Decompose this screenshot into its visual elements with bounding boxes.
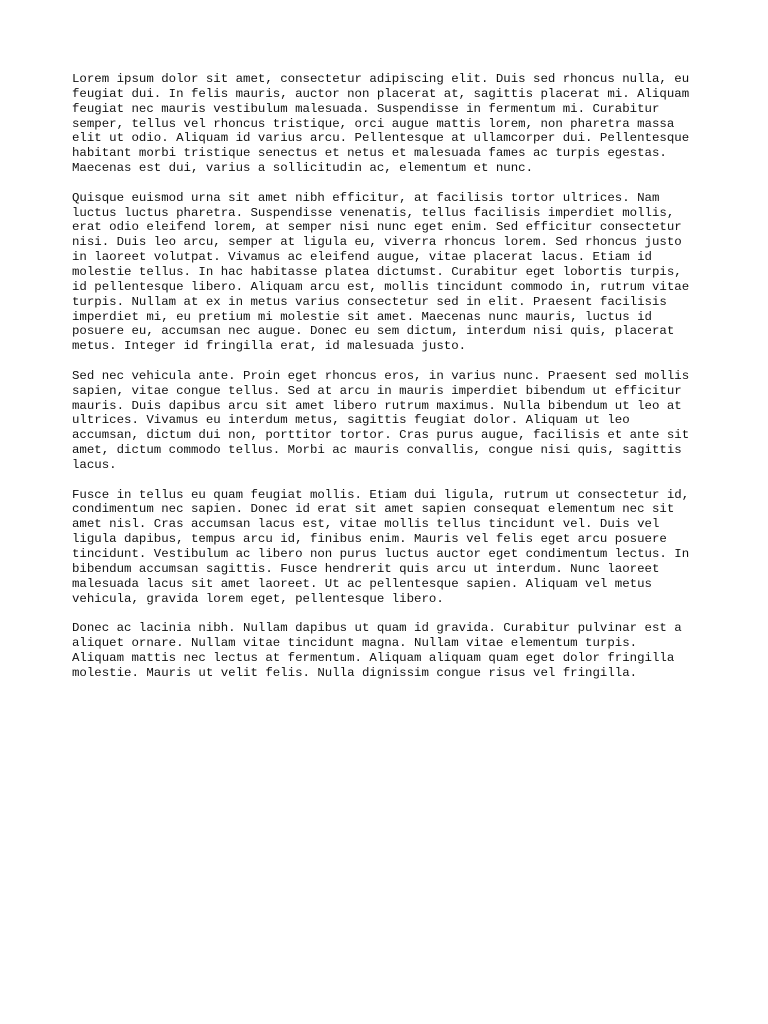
paragraph-5: Donec ac lacinia nibh. Nullam dapibus ut quam id gravida. Curabitur pulvinar est a aliquet ornare. Nullam vitae tincidunt magna. Nullam vitae elementum turpis. Aliquam mattis nec lectus at fermentum. Aliquam aliquam quam eget dolor fringilla molestie. Mauris ut velit felis. Nulla dignissim congue risus vel fringilla.: [72, 621, 682, 680]
paragraph-1: Lorem ipsum dolor sit amet, consectetur adipiscing elit. Duis sed rhoncus nulla, eu feugiat dui. In felis mauris, auctor non placerat at, sagittis placerat mi. Aliquam feugiat nec mauris vestibulum malesuada. Suspendisse in fermentum mi. Curabitur semper, tellus vel rhoncus tristique, orci augue mattis lorem, non pharetra massa elit ut odio. Aliquam id varius arcu. Pellentesque at ullamcorper dui. Pellentesque habitant morbi tristique senectus et netus et malesuada fames ac turpis egestas. Maecenas est dui, varius a sollicitudin ac, elementum et nunc.: [72, 72, 690, 176]
paragraph-2: Quisque euismod urna sit amet nibh efficitur, at facilisis tortor ultrices. Nam luctus luctus pharetra. Suspendisse venenatis, tellus facilisis imperdiet mollis, erat odio eleifend lorem, at semper nisi nunc eget enim. Sed efficitur consectetur nisi. Duis leo arcu, semper at ligula eu, viverra rhoncus lorem. Sed rhoncus justo in laoreet volutpat. Vivamus ac eleifend augue, vitae placerat lacus. Etiam id molestie tellus. In hac habitasse platea dictumst. Curabitur eget lobortis turpis, id pellentesque libero. Aliquam arcu est, mollis tincidunt commodo in, rutrum vitae turpis. Nullam at ex in metus varius consectetur sed in elit. Praesent facilisis imperdiet mi, eu pretium mi molestie sit amet. Maecenas nunc mauris, luctus id posuere eu, accumsan nec augue. Donec eu sem dictum, interdum nisi quis, placerat metus. Integer id fringilla erat, id malesuada justo.: [72, 190, 690, 354]
paragraph-3: Sed nec vehicula ante. Proin eget rhoncus eros, in varius nunc. Praesent sed mollis sapien, vitae congue tellus. Sed at arcu in mauris imperdiet bibendum ut efficitur mauris. Duis dapibus arcu sit amet libero rutrum maximus. Nulla bibendum ut leo at ultrices. Vivamus eu interdum metus, sagittis feugiat dolor. Aliquam ut leo accumsan, dictum dui non, porttitor tortor. Cras purus augue, facilisis et ante sit amet, dictum commodo tellus. Morbi ac mauris convallis, congue nisi quis, sagittis lacus.: [72, 368, 690, 472]
paragraph-4: Fusce in tellus eu quam feugiat mollis. Etiam dui ligula, rutrum ut consectetur id, condimentum nec sapien. Donec id erat sit amet sapien consequat elementum nec sit amet nisl. Cras accumsan lacus est, vitae mollis tellus tincidunt vel. Duis vel ligula dapibus, tempus arcu id, finibus enim. Mauris vel felis eget arcu posuere tincidunt. Vestibulum ac libero non purus luctus auctor eget condimentum lectus. In bibendum accumsan sagittis. Fusce hendrerit quis arcu ut interdum. Nunc laoreet malesuada lacus sit amet laoreet. Ut ac pellentesque sapien. Aliquam vel metus vehicula, gravida lorem eget, pellentesque libero.: [72, 487, 690, 606]
document-body: [72, 72, 700, 695]
